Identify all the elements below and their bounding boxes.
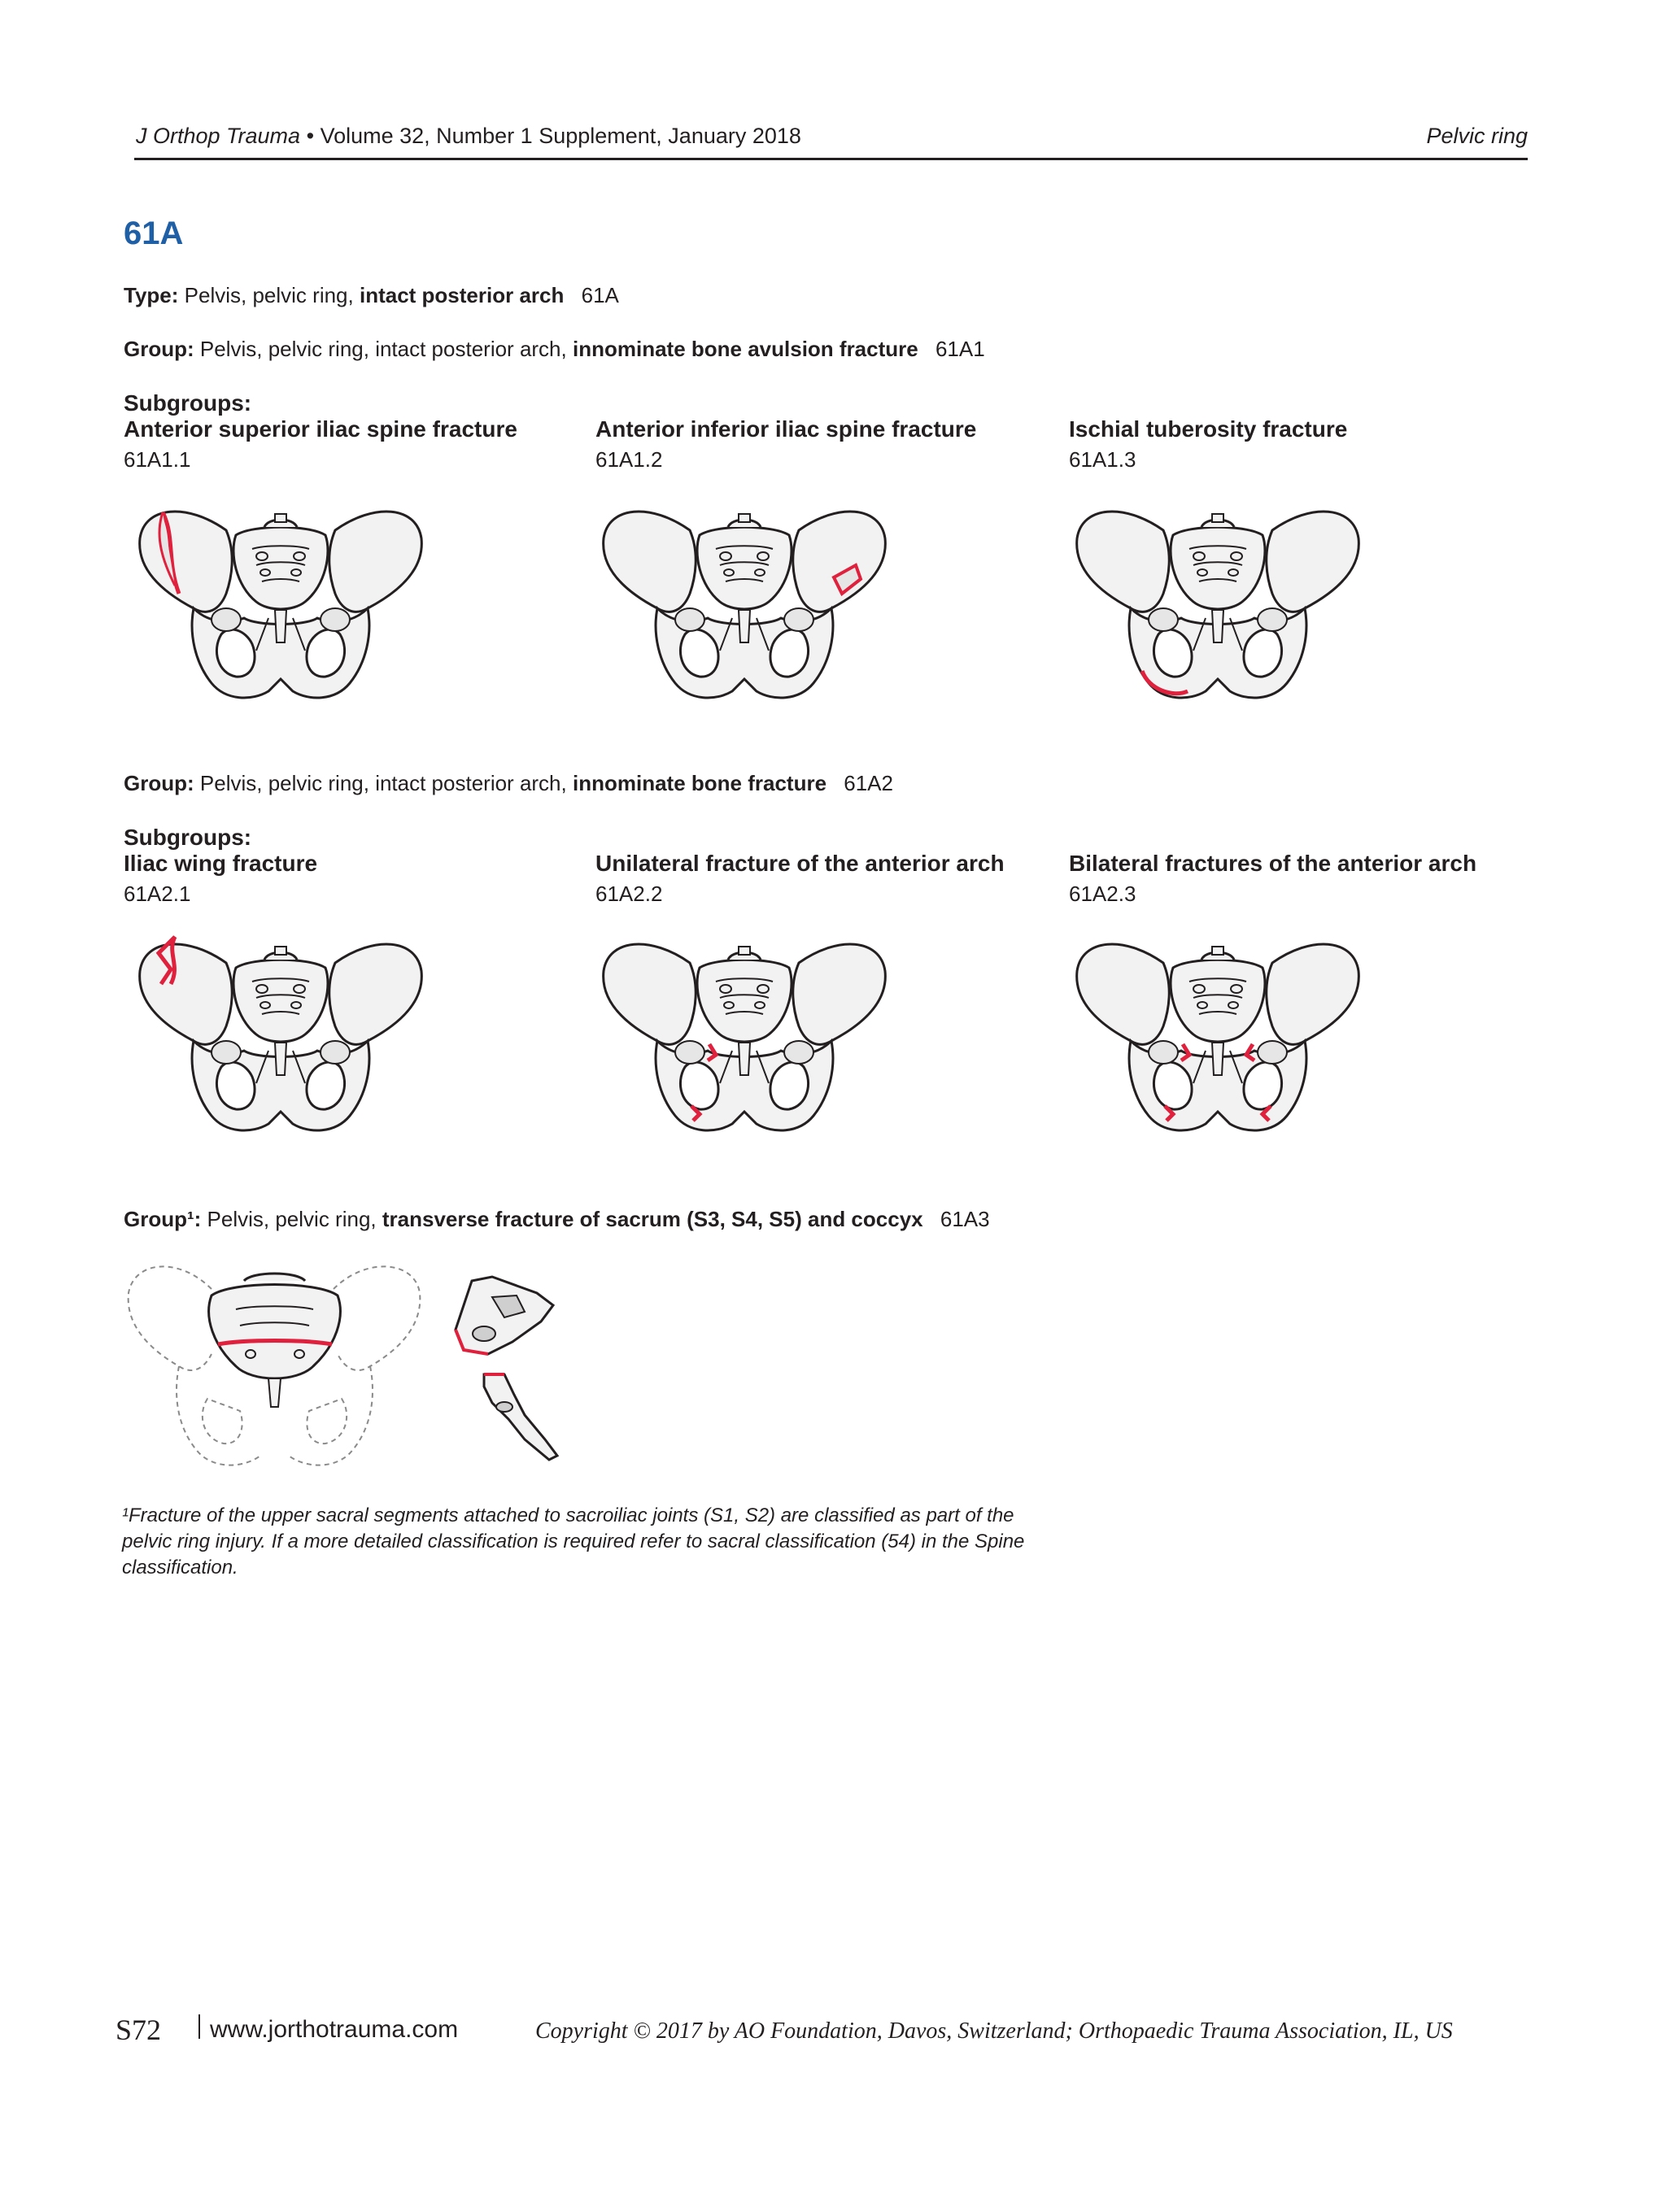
group2-subgroups-label: Subgroups: (124, 825, 252, 850)
header-rule (134, 158, 1528, 160)
type-label: Type: (124, 283, 179, 307)
subgroup-61A2-2 (595, 851, 1005, 907)
group1-label: Group: (124, 337, 194, 361)
subgroup-title: Anterior inferior iliac spine fracture (595, 416, 977, 442)
subgroup-title: Ischial tuberosity fracture (1069, 416, 1348, 442)
group1-subgroups-label: Subgroups: (124, 390, 252, 416)
issue-info: Volume 32, Number 1 Supplement, January 2018 (320, 124, 801, 148)
subgroup-title: Iliac wing fracture (124, 851, 318, 876)
subgroup-61A1-2 (595, 416, 976, 472)
type-bold: intact posterior arch (359, 283, 565, 307)
subgroup-code: 61A2.2 (595, 882, 663, 906)
group2-text: Pelvis, pelvic ring, intact posterior arch, (199, 771, 567, 795)
group1-line (124, 337, 985, 362)
pelvis-illustration-61A2-1 (130, 921, 431, 1140)
group2-bold: innominate bone fracture (572, 771, 827, 795)
subgroup-61A1-1 (124, 416, 517, 472)
subgroup-61A2-1 (124, 851, 317, 907)
group3-line (124, 1207, 990, 1232)
journal-name: J Orthop Trauma (136, 124, 301, 148)
group1-text: Pelvis, pelvic ring, intact posterior arch, (199, 337, 567, 361)
pelvis-illustration-61A2-2 (594, 921, 895, 1140)
subgroup-title: Unilateral fracture of the anterior arch (595, 851, 1005, 876)
group3-label: Group¹: (124, 1207, 202, 1231)
section-name: Pelvic ring (1426, 124, 1528, 148)
pelvis-illustration-61A1-1 (130, 488, 431, 708)
footer-separator (198, 2014, 200, 2039)
running-header (136, 124, 801, 149)
sacrum-anterior-illustration (122, 1248, 431, 1476)
journal-url[interactable]: www.jorthotrauma.com (210, 2016, 459, 2043)
page-number: S72 (116, 2014, 162, 2046)
group2-code: 61A2 (844, 771, 893, 795)
group3-bold: transverse fracture of sacrum (S3, S4, S5) and coccyx (382, 1207, 923, 1231)
pelvis-illustration-61A1-3 (1067, 488, 1368, 708)
group3-text: Pelvis, pelvic ring, (207, 1207, 377, 1231)
footnote: ¹Fracture of the upper sacral segments attached to sacroiliac joints (S1, S2) are classified as part of the pelvic ring injury. If a more detailed classification is required refer to sacral classification (54) in the Spine classification. (122, 1504, 1025, 1578)
type-text: Pelvis, pelvic ring, (184, 283, 354, 307)
sacrum-lateral-illustration (447, 1273, 569, 1472)
group2-label: Group: (124, 771, 194, 795)
subgroup-code: 61A1.1 (124, 447, 191, 472)
subgroup-code: 61A1.3 (1069, 447, 1136, 472)
page-title: 61A (124, 216, 184, 251)
type-code: 61A (581, 283, 619, 307)
subgroup-code: 61A2.3 (1069, 882, 1136, 906)
subgroup-code: 61A1.2 (595, 447, 663, 472)
subgroup-code: 61A2.1 (124, 882, 191, 906)
subgroup-title: Bilateral fractures of the anterior arch (1069, 851, 1477, 876)
group2-line (124, 771, 893, 796)
pelvis-illustration-61A2-3 (1067, 921, 1368, 1140)
pelvis-illustration-61A1-2 (594, 488, 895, 708)
type-line (124, 283, 619, 308)
subgroup-title: Anterior superior iliac spine fracture (124, 416, 517, 442)
group1-code: 61A1 (935, 337, 985, 361)
header-bullet: • (306, 124, 315, 148)
subgroup-61A2-3 (1069, 851, 1476, 907)
group3-code: 61A3 (940, 1207, 990, 1231)
group1-bold: innominate bone avulsion fracture (572, 337, 918, 361)
subgroup-61A1-3 (1069, 416, 1347, 472)
copyright-notice: Copyright © 2017 by AO Foundation, Davos, Switzerland; Orthopaedic Trauma Association, IL, US (535, 2018, 1453, 2044)
